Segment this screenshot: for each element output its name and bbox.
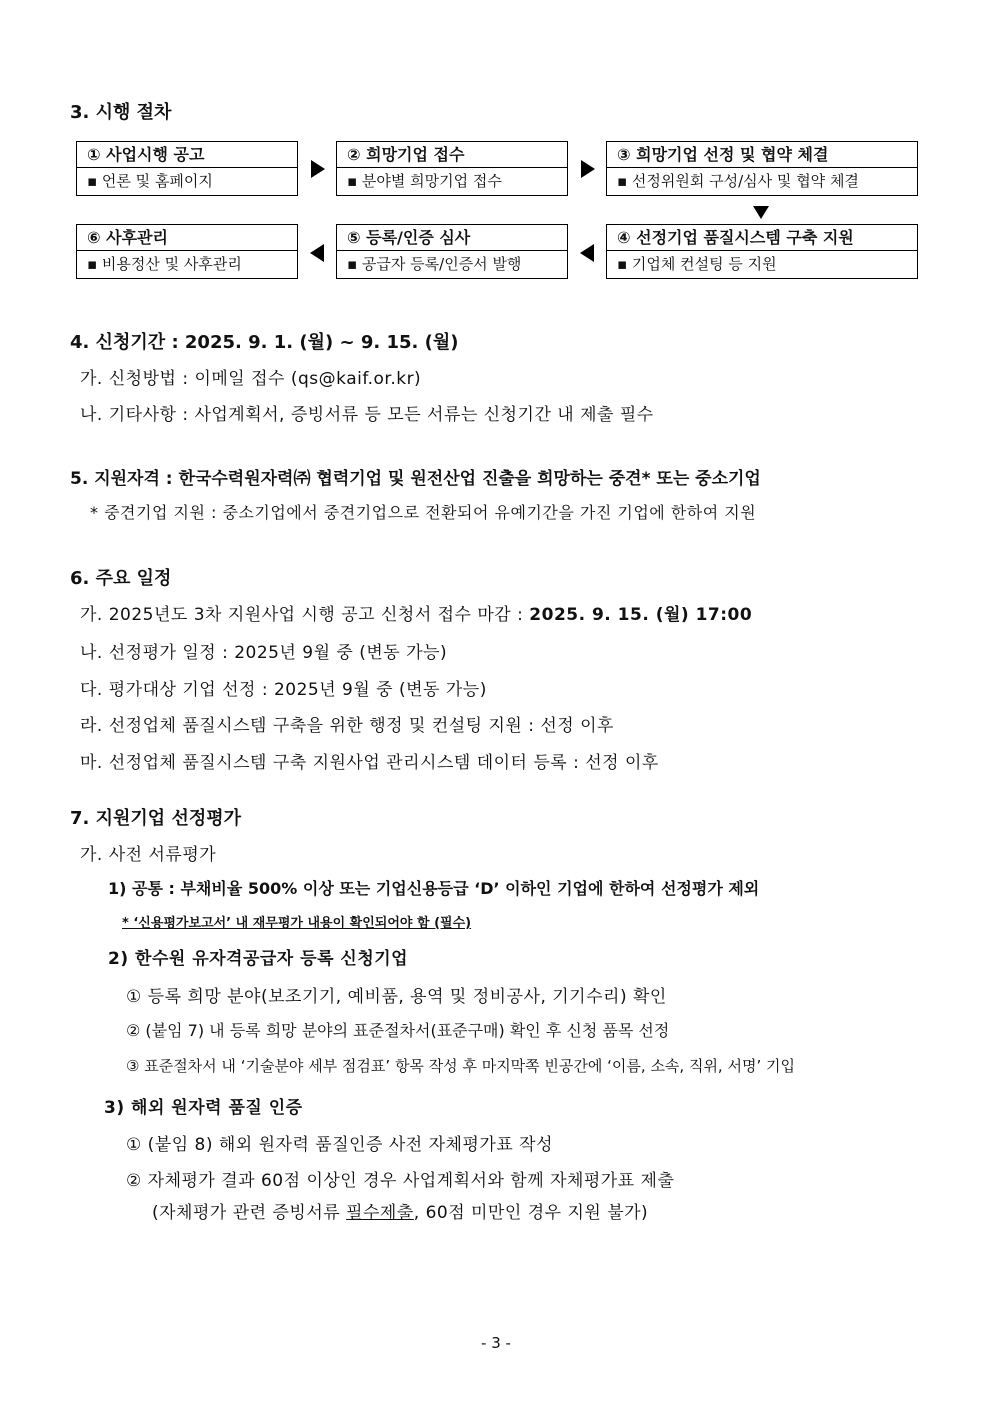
eval-common-note: * ‘신용평가보고서’ 내 재무평가 내용이 확인되어야 함 (필수) [122, 916, 472, 931]
step-box-1 [76, 141, 298, 196]
eval-khnp-2: ② (붙임 7) 내 등록 희망 분야의 표준절차서(표준구매) 확인 후 신청 품목 선정 [126, 1021, 670, 1040]
step-box-3 [606, 141, 918, 196]
schedule-d: 라. 선정업체 품질시스템 구축을 위한 행정 및 컨설팅 지원 : 선정 이후 [80, 716, 614, 736]
schedule-b: 나. 선정평가 일정 : 2025년 9월 중 (변동 가능) [80, 643, 448, 663]
arrow-left-icon [580, 244, 594, 262]
eval-overseas-3-pre: (자체평가 관련 증빙서류 [152, 1203, 347, 1223]
arrow-left-icon [310, 244, 324, 262]
eval-overseas-3-required: 필수제출 [346, 1203, 414, 1223]
step-item: ▪ 분야별 희망기업 접수 [347, 172, 502, 190]
eval-common: 1) 공통 : 부채비율 500% 이상 또는 기업신용등급 ‘D’ 이하인 기업에 한하여 선정평가 제외 [108, 879, 760, 898]
eval-khnp: 2) 한수원 유자격공급자 등록 신청기업 [108, 949, 409, 969]
step-item: ▪ 언론 및 홈페이지 [87, 172, 213, 190]
step-title: ⑤ 등록/인증 심사 [337, 225, 567, 251]
step-item: ▪ 공급자 등록/인증서 발행 [347, 255, 522, 273]
eval-khnp-1: ① 등록 희망 분야(보조기기, 예비품, 용역 및 정비공사, 기기수리) 확인 [126, 987, 667, 1007]
step-title: ② 희망기업 접수 [337, 142, 567, 168]
section-4-title: 4. 신청기간 : 2025. 9. 1. (월) ~ 9. 15. (월) [70, 332, 459, 353]
schedule-a-text: 가. 2025년도 3차 지원사업 시행 공고 신청서 접수 마감 : [80, 605, 530, 625]
eval-a: 가. 사전 서류평가 [80, 845, 217, 865]
step-box-4 [606, 224, 918, 279]
step-item: ▪ 선정위원회 구성/심사 및 협약 체결 [617, 172, 859, 190]
section-5-title: 5. 지원자격 : 한국수력원자력㈜ 협력기업 및 원전산업 진출을 희망하는 중견* 또는 중소기업 [70, 469, 761, 489]
eval-overseas-2: ② 자체평가 결과 60점 이상인 경우 사업계획서와 함께 자체평가표 제출 [126, 1171, 675, 1191]
step-box-2 [336, 141, 568, 196]
section-3-title: 3. 시행 절차 [70, 102, 172, 123]
arrow-right-icon [581, 160, 595, 178]
eligibility-note: * 중견기업 지원 : 중소기업에서 중견기업으로 전환되어 유예기간을 가진 기업에 한하여 지원 [90, 503, 757, 522]
apply-other: 나. 기타사항 : 사업계획서, 증빙서류 등 모든 서류는 신청기간 내 제출 필수 [80, 405, 654, 425]
step-title: ① 사업시행 공고 [77, 142, 297, 168]
apply-method: 가. 신청방법 : 이메일 접수 (qs@kaif.or.kr) [80, 369, 422, 389]
schedule-a [80, 600, 752, 625]
schedule-a-deadline: 2025. 9. 15. (월) 17:00 [529, 605, 753, 625]
schedule-c: 다. 평가대상 기업 선정 : 2025년 9월 중 (변동 가능) [80, 680, 487, 700]
arrow-right-icon [311, 160, 325, 178]
eval-overseas-1: ① (붙임 8) 해외 원자력 품질인증 사전 자체평가표 작성 [126, 1135, 553, 1155]
step-title: ③ 희망기업 선정 및 협약 체결 [607, 142, 917, 168]
step-title: ④ 선정기업 품질시스템 구축 지원 [607, 225, 917, 251]
eval-khnp-3: ③ 표준절차서 내 ‘기술분야 세부 점검표’ 항목 작성 후 마지막쪽 빈공간에 ‘이름, 소속, 직위, 서명’ 기입 [126, 1057, 795, 1075]
section-7-title: 7. 지원기업 선정평가 [70, 808, 241, 829]
arrow-down-icon [753, 206, 769, 219]
schedule-e: 마. 선정업체 품질시스템 구축 지원사업 관리시스템 데이터 등록 : 선정 이후 [80, 753, 659, 773]
step-item: ▪ 기업체 컨설팅 등 지원 [617, 255, 777, 273]
eval-overseas: 3) 해외 원자력 품질 인증 [104, 1098, 303, 1118]
eval-overseas-3-post: , 60점 미만인 경우 지원 불가) [413, 1203, 649, 1223]
eval-overseas-3 [152, 1198, 648, 1223]
section-6-title: 6. 주요 일정 [70, 568, 172, 589]
step-title: ⑥ 사후관리 [77, 225, 297, 251]
step-box-5 [336, 224, 568, 279]
step-item: ▪ 비용정산 및 사후관리 [87, 255, 242, 273]
step-box-6 [76, 224, 298, 279]
page-number: - 3 - [481, 1334, 511, 1352]
